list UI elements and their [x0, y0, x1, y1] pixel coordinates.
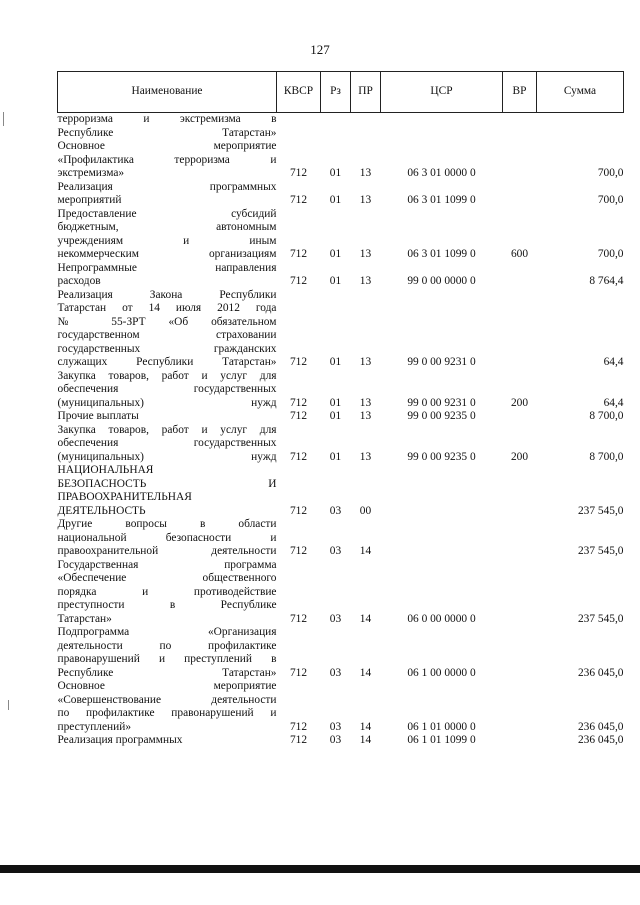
row-rz: 03: [329, 720, 342, 733]
table-body: [58, 113, 624, 748]
row-name-line: Предоставление субсидий: [57, 207, 277, 220]
row-kvsr: 712: [289, 356, 308, 368]
page-number: 127: [310, 42, 330, 57]
row-vr: [503, 140, 537, 181]
row-name-line: Татарстан»: [57, 612, 112, 625]
row-csr: [381, 464, 503, 518]
row-pr: 14: [359, 666, 372, 679]
row-pr: 13: [359, 167, 372, 179]
row-name: [58, 424, 277, 465]
row-vr: [503, 410, 537, 424]
row-name-line: бюджетным, автономным: [57, 221, 277, 233]
row-name-line: Республике Татарстан»: [57, 666, 277, 679]
row-name-line: Реализация программных: [57, 180, 277, 193]
row-name: [58, 370, 277, 411]
row-name: [58, 140, 277, 181]
row-name-line: преступлений»: [57, 720, 132, 733]
row-vr: 200: [510, 396, 529, 409]
row-name-line: расходов: [57, 275, 101, 287]
row-vr: [503, 518, 537, 559]
row-pr: 00: [359, 504, 372, 517]
row-name-line: «Профилактика терроризма и: [57, 153, 277, 166]
table-row: [58, 113, 624, 141]
row-rz: 03: [329, 734, 342, 746]
row-name: [58, 626, 277, 680]
row-name: [58, 113, 277, 141]
row-vr: [503, 626, 537, 680]
row-name-line: Республике Татарстан»: [57, 126, 277, 139]
row-rz: 03: [329, 504, 342, 517]
column-header-csr: ЦСР: [381, 72, 503, 113]
table-row: [58, 208, 624, 262]
row-sum: 236 045,0: [577, 734, 624, 746]
row-csr: 06 1 00 0000 0: [407, 666, 476, 679]
row-name-line: правонарушений и преступлений в: [57, 653, 277, 665]
row-rz: 01: [329, 396, 342, 409]
row-vr: [503, 559, 537, 627]
table-row: [58, 680, 624, 734]
table-header-row: [58, 72, 624, 113]
table-row: [58, 518, 624, 559]
row-kvsr: [277, 113, 321, 141]
row-name-line: мероприятий: [57, 194, 122, 206]
row-name: [58, 680, 277, 734]
row-vr: [503, 113, 537, 141]
row-name-line: правоохранительной деятельности: [57, 545, 277, 557]
row-name-line: по профилактике правонарушений и: [57, 707, 277, 719]
row-rz: 01: [329, 248, 342, 260]
row-kvsr: 712: [289, 275, 308, 287]
row-csr: [381, 113, 503, 141]
row-csr: 99 0 00 9235 0: [407, 410, 476, 422]
table-row: [58, 181, 624, 208]
row-pr: 13: [359, 410, 372, 422]
row-sum: 700,0: [597, 167, 624, 179]
row-vr: 200: [510, 450, 529, 463]
table-row: [58, 410, 624, 424]
row-name-line: обеспечения государственных: [57, 437, 277, 449]
row-sum: 8 700,0: [589, 410, 624, 422]
budget-table: [57, 71, 624, 748]
row-name: [58, 734, 277, 748]
column-header-rz: Рз: [321, 72, 351, 113]
row-rz: [321, 113, 351, 141]
row-csr: [381, 518, 503, 559]
row-name-line: (муниципальных) нужд: [57, 450, 277, 463]
row-name-line: некоммерческим организациям: [57, 248, 277, 260]
table-row: [58, 262, 624, 289]
row-csr: 99 0 00 0000 0: [407, 275, 476, 287]
row-name-line: государственных гражданских: [57, 342, 277, 355]
row-name: [58, 464, 277, 518]
row-pr: 14: [359, 612, 372, 625]
row-name-line: национальной безопасности и: [57, 531, 277, 544]
row-sum: 8 764,4: [589, 275, 624, 287]
row-sum: 236 045,0: [577, 666, 624, 679]
row-name: [58, 181, 277, 208]
row-name-line: учреждениям и иным: [57, 234, 277, 247]
row-vr: [503, 289, 537, 370]
row-name-line: Прочие выплаты: [57, 410, 139, 422]
table-row: [58, 289, 624, 370]
column-header-sum: Сумма: [537, 72, 624, 113]
row-name-line: Другие вопросы в области: [57, 518, 277, 530]
row-name-line: Основное мероприятие: [57, 140, 277, 152]
row-name-line: «Совершенствование деятельности: [57, 693, 277, 706]
row-sum: 236 045,0: [577, 720, 624, 733]
row-csr: 06 0 00 0000 0: [407, 612, 476, 625]
row-name-line: служащих Республики Татарстан»: [57, 356, 277, 368]
row-vr: [503, 464, 537, 518]
row-sum: 237 545,0: [577, 545, 624, 557]
row-vr: [503, 262, 537, 289]
row-rz: 01: [329, 450, 342, 463]
table-row: [58, 626, 624, 680]
row-name-line: Государственная программа: [57, 558, 277, 571]
row-csr: 06 3 01 1099 0: [407, 194, 476, 206]
row-kvsr: 712: [289, 194, 308, 206]
row-csr: 99 0 00 9235 0: [407, 450, 476, 463]
row-name-line: Закупка товаров, работ и услуг для: [57, 369, 277, 382]
row-sum: 64,4: [603, 396, 624, 409]
row-kvsr: 712: [289, 545, 308, 557]
row-name-line: экстремизма»: [57, 167, 125, 179]
row-sum: 8 700,0: [589, 450, 624, 463]
row-sum: 64,4: [603, 356, 624, 368]
row-name-line: (муниципальных) нужд: [57, 396, 277, 409]
row-pr: [351, 113, 381, 141]
row-pr: 13: [359, 356, 372, 368]
table-row: [58, 734, 624, 748]
row-kvsr: 712: [289, 450, 308, 463]
scan-margin-mark: [3, 112, 4, 126]
row-csr: 06 3 01 1099 0: [407, 248, 476, 260]
row-sum: 700,0: [597, 194, 624, 206]
row-name-line: Реализация программных: [57, 734, 183, 746]
row-csr: 06 3 01 0000 0: [407, 167, 476, 179]
row-name-line: ПРАВООХРАНИТЕЛЬНАЯ: [57, 491, 192, 503]
row-name-line: порядка и противодействие: [57, 585, 277, 598]
row-name-line: ДЕЯТЕЛЬНОСТЬ: [57, 504, 146, 517]
row-csr: 06 1 01 1099 0: [407, 734, 476, 746]
row-rz: 03: [329, 666, 342, 679]
table-row: [58, 559, 624, 627]
row-vr: [503, 734, 537, 748]
row-csr: 99 0 00 9231 0: [407, 396, 476, 409]
row-vr: 600: [510, 248, 529, 260]
row-sum: 700,0: [597, 248, 624, 260]
row-pr: 13: [359, 450, 372, 463]
row-rz: 01: [329, 194, 342, 206]
row-pr: 14: [359, 720, 372, 733]
row-pr: 14: [359, 734, 372, 746]
row-name-line: преступности в Республике: [57, 599, 277, 611]
row-name: [58, 410, 277, 424]
row-name-line: деятельности по профилактике: [57, 639, 277, 652]
row-sum: 237 545,0: [577, 612, 624, 625]
row-kvsr: 712: [289, 720, 308, 733]
row-kvsr: 712: [289, 612, 308, 625]
column-header-name: Наименование: [58, 72, 277, 113]
row-vr: [503, 181, 537, 208]
row-vr: [503, 680, 537, 734]
scan-margin-mark: [8, 700, 9, 710]
table-row: [58, 140, 624, 181]
row-name-line: Закупка товаров, работ и услуг для: [57, 423, 277, 436]
row-kvsr: 712: [289, 734, 308, 746]
row-name-line: Непрограммные направления: [57, 261, 277, 274]
row-name-line: терроризма и экстремизма в: [57, 113, 277, 125]
row-sum: [537, 113, 624, 141]
row-name-line: государственном страховании: [57, 329, 277, 341]
row-name: [58, 518, 277, 559]
table-row: [58, 370, 624, 411]
row-sum: 237 545,0: [577, 504, 624, 517]
row-pr: 13: [359, 194, 372, 206]
row-name-line: «Обеспечение общественного: [57, 572, 277, 584]
row-kvsr: 712: [289, 504, 308, 517]
row-pr: 13: [359, 396, 372, 409]
row-kvsr: 712: [289, 410, 308, 422]
row-rz: 03: [329, 612, 342, 625]
row-name-line: БЕЗОПАСНОСТЬ И: [57, 477, 277, 490]
row-name: [58, 559, 277, 627]
column-header-vr: ВР: [503, 72, 537, 113]
row-pr: 13: [359, 275, 372, 287]
column-header-kvsr: КВСР: [277, 72, 321, 113]
row-name-line: Татарстан от 14 июля 2012 года: [57, 302, 277, 314]
column-header-pr: ПР: [351, 72, 381, 113]
row-kvsr: 712: [289, 248, 308, 260]
row-kvsr: 712: [289, 666, 308, 679]
row-name-line: Реализация Закона Республики: [57, 288, 277, 301]
row-name: [58, 289, 277, 370]
row-name: [58, 262, 277, 289]
row-rz: 01: [329, 275, 342, 287]
row-name-line: № 55-ЗРТ «Об обязательном: [57, 315, 277, 328]
table-row: [58, 424, 624, 465]
row-rz: 01: [329, 167, 342, 179]
row-csr: 06 1 01 0000 0: [407, 720, 476, 733]
scan-bottom-edge: [0, 865, 640, 873]
row-name: [58, 208, 277, 262]
table-row: [58, 464, 624, 518]
row-name-line: обеспечения государственных: [57, 383, 277, 395]
row-pr: 13: [359, 248, 372, 260]
row-rz: 01: [329, 410, 342, 422]
row-rz: 01: [329, 356, 342, 368]
row-name-line: Подпрограмма «Организация: [57, 626, 277, 638]
row-name-line: Основное мероприятие: [57, 680, 277, 692]
row-name-line: НАЦИОНАЛЬНАЯ: [57, 464, 154, 476]
row-kvsr: 712: [289, 167, 308, 179]
row-pr: 14: [359, 545, 372, 557]
row-rz: 03: [329, 545, 342, 557]
row-csr: 99 0 00 9231 0: [407, 356, 476, 368]
row-kvsr: 712: [289, 396, 308, 409]
